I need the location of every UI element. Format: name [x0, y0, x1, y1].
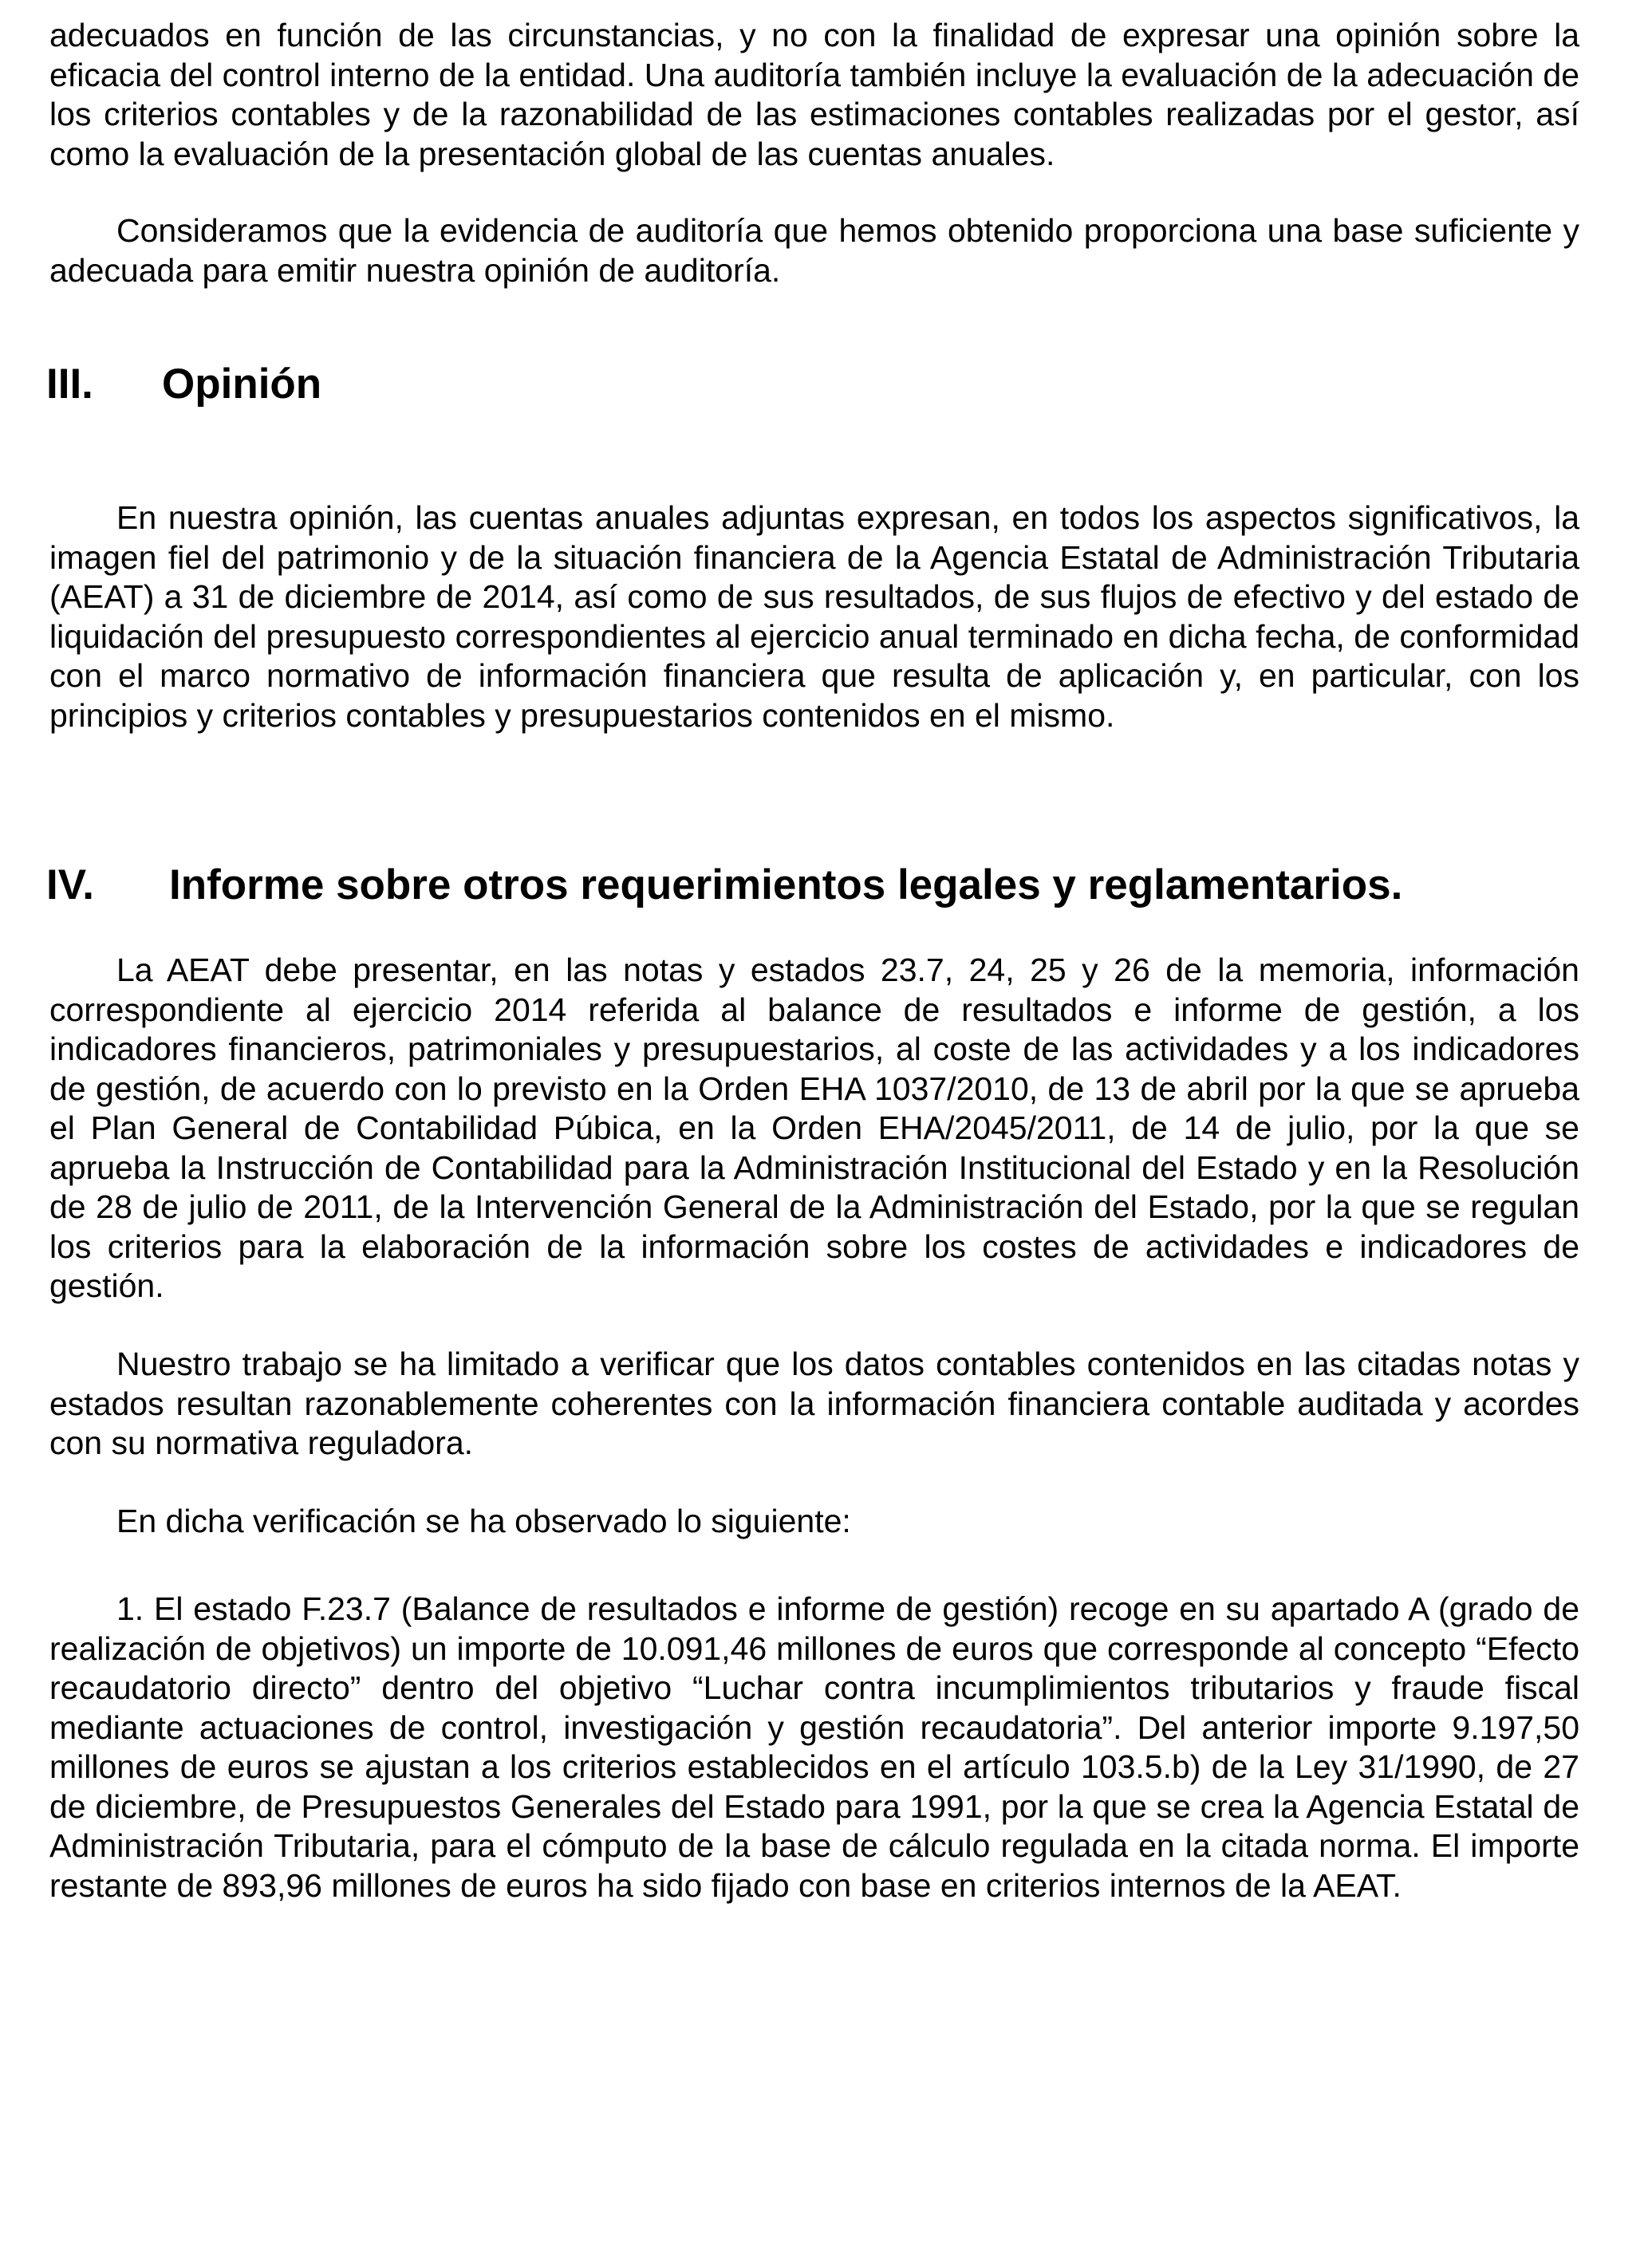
paragraph-audit-scope: adecuados en función de las circunstancias, y no con la finalidad de expresar una opinión sobre la eficacia del control interno de la entidad. Una auditoría también incluye la evaluación de la adecuación de los criterios contables y de la razonabilidad de las estimaciones contables realizadas por el gestor, así como la evaluación de la presentación global de las cuentas anuales.	[49, 17, 1579, 172]
section-number: IV.	[46, 861, 94, 908]
paragraph-observations-intro: En dicha verificación se ha observado lo siguiente:	[116, 1503, 851, 1539]
section-title: Informe sobre otros requerimientos legales y reglamentarios.	[169, 861, 1403, 908]
paragraph-opinion: En nuestra opinión, las cuentas anuales adjuntas expresan, en todos los aspectos significativos, la imagen fiel del patrimonio y de la situación financiera de la Agencia Estatal de Administración Tributaria (AEAT) a 31 de diciembre de 2014, así como de sus resultados, de sus flujos de efectivo y del estado de liquidación del presupuesto correspondientes al ejercicio anual terminado en dicha fecha, de conformidad con el marco normativo de información financiera que resulta de aplicación y, en particular, con los principios y criterios contables y presupuestarios contenidos en el mismo.	[49, 499, 1579, 734]
paragraph-verification-scope: Nuestro trabajo se ha limitado a verificar que los datos contables contenidos en las citadas notas y estados resultan razonablemente coherentes con la información financiera contable auditada y acordes con su normativa reguladora.	[49, 1346, 1579, 1461]
section-number: III.	[46, 361, 93, 408]
section-heading-iii	[46, 361, 322, 408]
paragraph-audit-evidence: Consideramos que la evidencia de auditoría que hemos obtenido proporciona una base suficiente y adecuada para emitir nuestra opinión de auditoría.	[49, 212, 1579, 289]
section-title: Opinión	[162, 361, 322, 408]
section-heading-iv	[46, 861, 1403, 909]
paragraph-aeat-notes: La AEAT debe presentar, en las notas y estados 23.7, 24, 25 y 26 de la memoria, información correspondiente al ejercicio 2014 referida al balance de resultados e informe de gestión, a los indicadores financieros, patrimoniales y presupuestarios, al coste de las actividades y a los indicadores de gestión, de acuerdo con lo previsto en la Orden EHA 1037/2010, de 13 de abril por la que se aprueba el Plan General de Contabilidad Púbica, en la Orden EHA/2045/2011, de 14 de julio, por la que se aprueba la Instrucción de Contabilidad para la Administración Institucional del Estado y en la Resolución de 28 de julio de 2011, de la Intervención General de la Administración del Estado, por la que se regulan los criterios para la elaboración de la información sobre los costes de actividades e indicadores de gestión.	[49, 952, 1579, 1304]
paragraph-observation-1: 1. El estado F.23.7 (Balance de resultados e informe de gestión) recoge en su apartado A (grado de realización de objetivos) un importe de 10.091,46 millones de euros que corresponde al concepto “Efecto recaudatorio directo” dentro del objetivo “Luchar contra incumplimientos tributarios y fraude fiscal mediante actuaciones de control, investigación y gestión recaudatoria”. Del anterior importe 9.197,50 millones de euros se ajustan a los criterios establecidos en el artículo 103.5.b) de la Ley 31/1990, de 27 de diciembre, de Presupuestos Generales del Estado para 1991, por la que se crea la Agencia Estatal de Administración Tributaria, para el cómputo de la base de cálculo regulada en la citada norma. El importe restante de 893,96 millones de euros ha sido fijado con base en criterios internos de la AEAT.	[49, 1590, 1579, 1904]
